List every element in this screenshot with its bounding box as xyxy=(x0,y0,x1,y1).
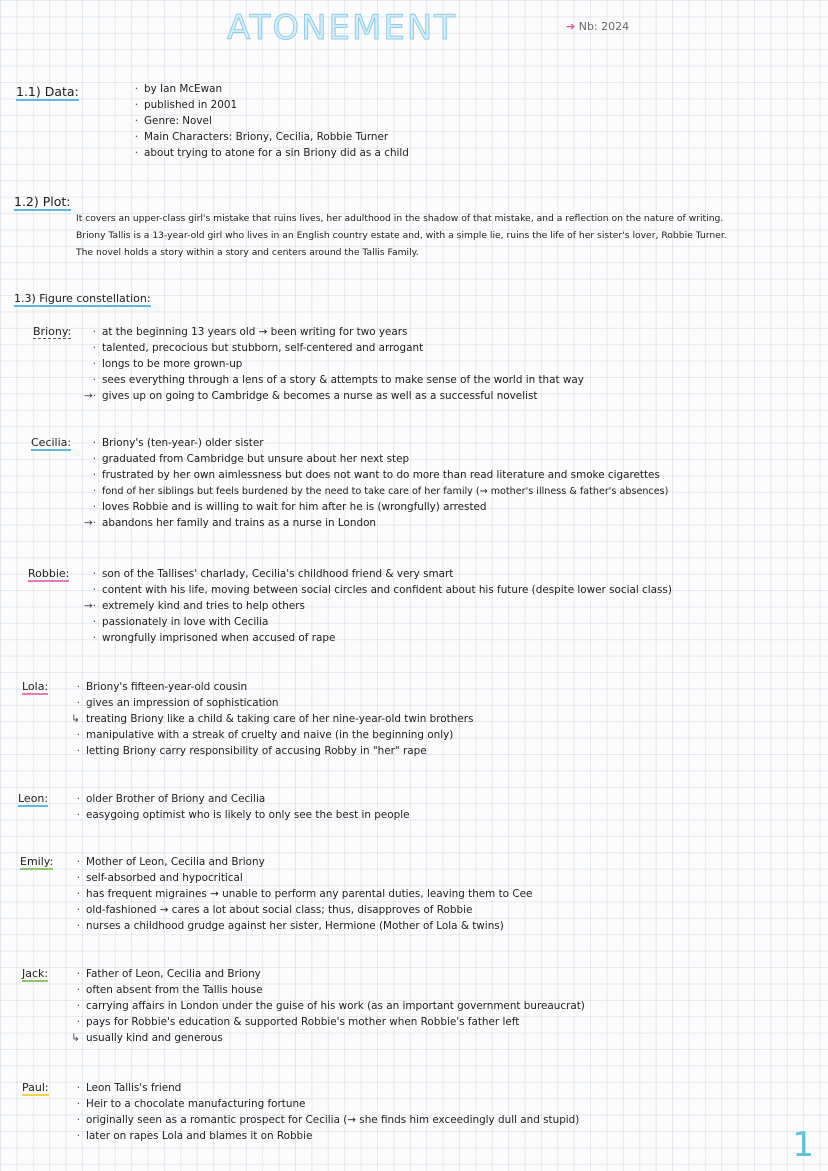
character-name-briony: Briony: xyxy=(33,325,72,338)
list-item: · Father of Leon, Cecilia and Briony xyxy=(76,968,261,980)
character-name-jack: Jack: xyxy=(22,967,49,980)
character-name-robbie: Robbie: xyxy=(28,567,70,580)
list-item: · letting Briony carry responsibility of accusing Robby in "her" rape xyxy=(76,744,427,757)
character-name-paul: Paul: xyxy=(22,1081,49,1094)
list-item: · Briony's (ten-year-) older sister xyxy=(92,437,264,449)
list-item: · sees everything through a lens of a story & attempts to make sense of the world in that way xyxy=(92,373,584,386)
list-item: · wrongfully imprisoned when accused of rape xyxy=(92,631,336,644)
character-name-lola: Lola: xyxy=(22,680,49,693)
character-name-cecilia: Cecilia: xyxy=(31,436,72,449)
character-list-paul xyxy=(64,1081,579,1145)
figure-heading: 1.3) Figure constellation: xyxy=(14,292,151,305)
arrow-icon: ➔ xyxy=(566,20,576,33)
list-item: · talented, precocious but stubborn, self-centered and arrogant xyxy=(92,341,424,354)
character-list-robbie xyxy=(80,567,672,647)
list-item: · has frequent migraines → unable to perform any parental duties, leaving them to Cee xyxy=(76,887,533,900)
list-item: · at the beginning 13 years old → been writing for two years xyxy=(92,326,408,338)
character-list-lola xyxy=(64,680,473,760)
list-item: · content with his life, moving between social circles and confident about his future (despite lower social class) xyxy=(92,583,672,596)
list-item: · originally seen as a romantic prospect for Cecilia (→ she finds him exceedingly dull and stupid) xyxy=(76,1113,580,1126)
list-item: · published in 2001 xyxy=(134,98,238,111)
list-item: ↳ treating Briony like a child & taking care of her nine-year-old twin brothers xyxy=(71,712,474,725)
list-item: · graduated from Cambridge but unsure about her next step xyxy=(92,452,410,465)
list-item: · older Brother of Briony and Cecilia xyxy=(76,793,266,805)
list-item: · Main Characters: Briony, Cecilia, Robbie Turner xyxy=(134,130,389,143)
page-title: ATONEMENT xyxy=(226,8,458,48)
list-item: →· abandons her family and trains as a nurse in London xyxy=(83,516,377,529)
list-item: · Genre: Novel xyxy=(134,114,212,127)
list-item: · Leon Tallis's friend xyxy=(76,1082,182,1094)
character-list-emily xyxy=(64,855,532,935)
list-item: · Heir to a chocolate manufacturing fortune xyxy=(76,1097,306,1110)
list-item: · old-fashioned → cares a lot about social class; thus, disapproves of Robbie xyxy=(76,903,473,916)
list-item: ↳ usually kind and generous xyxy=(71,1031,223,1044)
plot-paragraph xyxy=(76,210,816,261)
list-item: · often absent from the Tallis house xyxy=(76,983,263,996)
list-item: →· gives up on going to Cambridge & becomes a nurse as well as a successful novelist xyxy=(83,389,538,402)
list-item: · frustrated by her own aimlessness but does not want to do more than read literature and smoke cigarettes xyxy=(92,468,660,481)
data-list xyxy=(132,82,409,162)
character-list-jack xyxy=(64,967,585,1047)
list-item: · manipulative with a streak of cruelty and naive (in the beginning only) xyxy=(76,728,454,741)
list-item: · by Ian McEwan xyxy=(134,83,223,95)
list-item: →· extremely kind and tries to help others xyxy=(83,599,305,612)
character-name-emily: Emily: xyxy=(20,855,54,868)
character-name-leon: Leon: xyxy=(18,792,49,805)
character-list-cecilia xyxy=(80,436,668,531)
plot-heading: 1.2) Plot: xyxy=(14,194,71,209)
plot-line: Briony Tallis is a 13-year-old girl who lives in an English country estate and, with a simple lie, ruins the life of her sister's lover, Robbie Turner. xyxy=(76,230,727,241)
list-item: · later on rapes Lola and blames it on Robbie xyxy=(76,1129,313,1142)
list-item: · longs to be more grown-up xyxy=(92,357,243,370)
character-list-briony xyxy=(80,325,584,405)
list-item: · loves Robbie and is willing to wait for him after he is (wrongfully) arrested xyxy=(92,500,487,513)
list-item: · easygoing optimist who is likely to only see the best in people xyxy=(76,808,410,821)
list-item: · passionately in love with Cecilia xyxy=(92,615,269,628)
note-text: Nb: 2024 xyxy=(578,20,630,33)
list-item: · about trying to atone for a sin Briony did as a child xyxy=(134,146,409,159)
list-item: · self-absorbed and hypocritical xyxy=(76,871,243,884)
character-list-leon xyxy=(64,792,410,824)
page-number: 1 xyxy=(792,1125,814,1165)
note-tag xyxy=(566,20,629,33)
plot-line: The novel holds a story within a story and centers around the Tallis Family. xyxy=(76,247,419,258)
list-item: · Mother of Leon, Cecilia and Briony xyxy=(76,856,265,868)
list-item: · gives an impression of sophistication xyxy=(76,696,279,709)
data-heading: 1.1) Data: xyxy=(16,84,79,99)
list-item: · carrying affairs in London under the guise of his work (as an important government bureaucrat) xyxy=(76,999,585,1012)
list-item: · Briony's fifteen-year-old cousin xyxy=(76,681,248,693)
list-item: · pays for Robbie's education & supported Robbie's mother when Robbie's father left xyxy=(76,1015,520,1028)
plot-line: It covers an upper-class girl's mistake that ruins lives, her adulthood in the shadow of that mistake, and a reflection on the nature of writing. xyxy=(76,213,724,224)
list-item: · fond of her siblings but feels burdened by the need to take care of her family (→ mother's illness & father's absences) xyxy=(92,485,669,497)
list-item: · nurses a childhood grudge against her sister, Hermione (Mother of Lola & twins) xyxy=(76,919,504,932)
list-item: · son of the Tallises' charlady, Cecilia's childhood friend & very smart xyxy=(92,568,454,580)
